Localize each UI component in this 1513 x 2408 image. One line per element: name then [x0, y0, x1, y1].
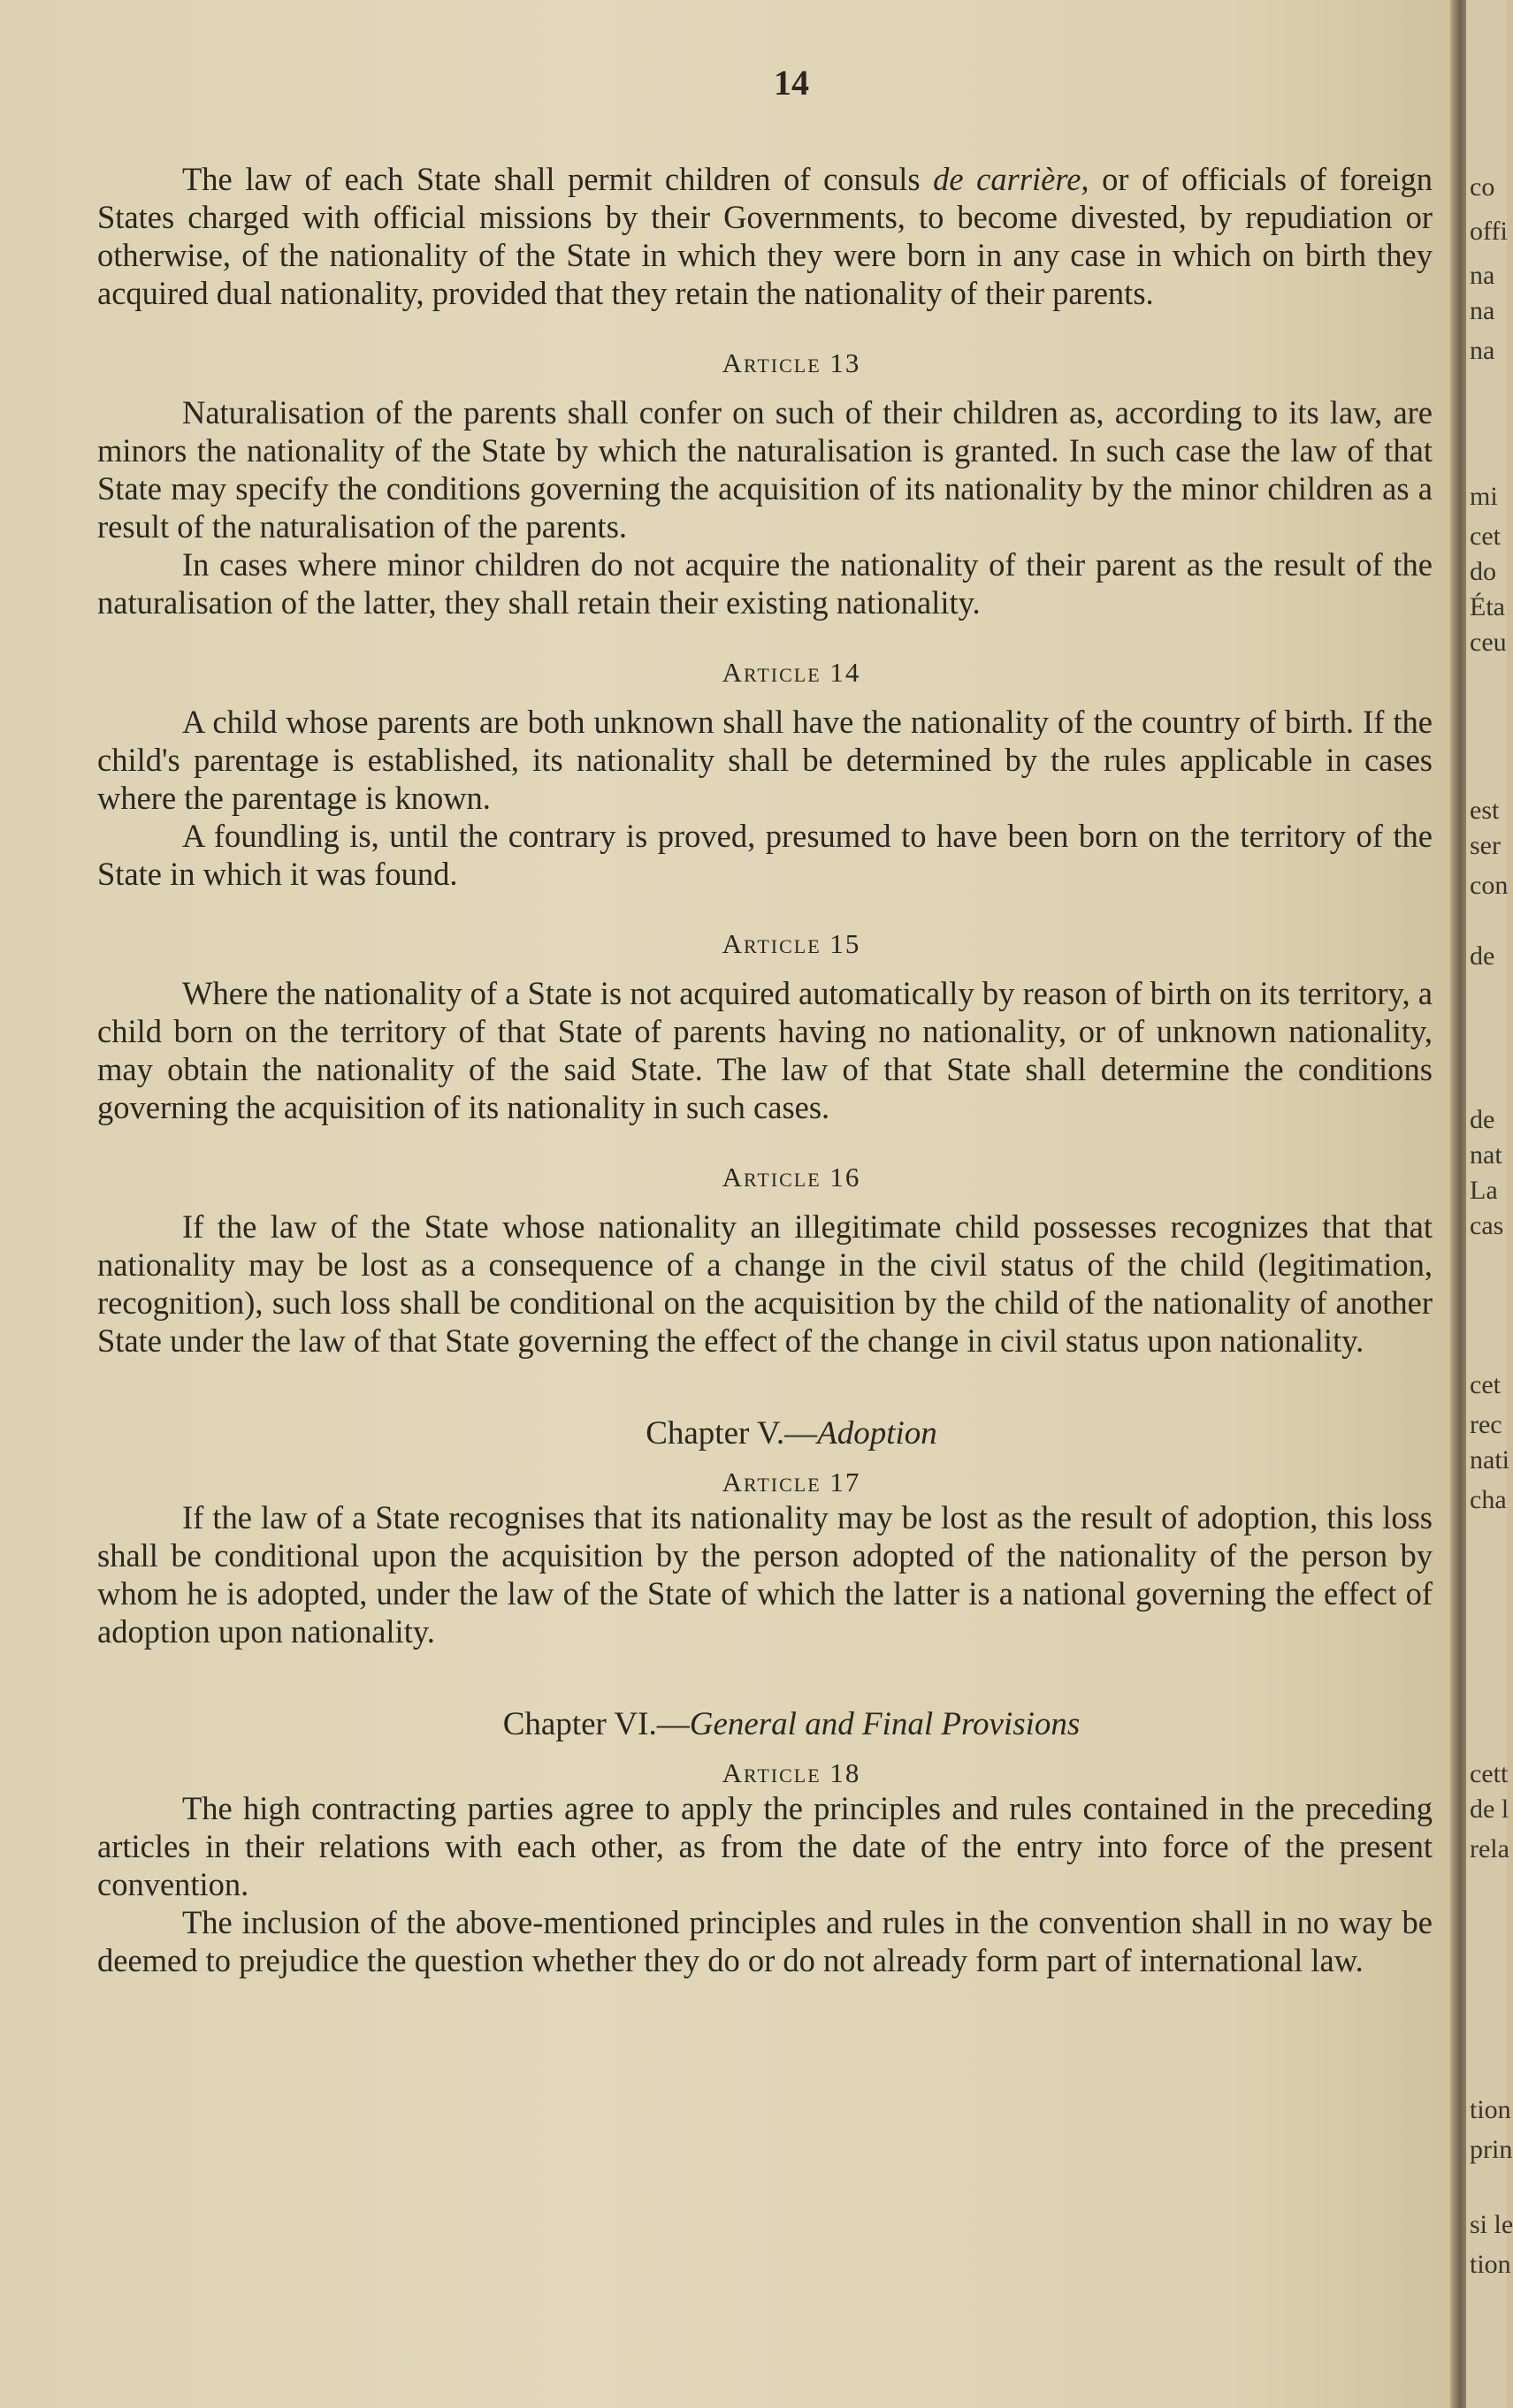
article-block [97, 347, 1433, 621]
article-title: Article 13 [722, 347, 861, 378]
facing-page-fragment: de [1470, 941, 1495, 971]
article-block [97, 657, 1433, 893]
intro-text-start: The law of each State shall permit children of consuls [182, 161, 934, 197]
intro-italic-term: de carrière, [933, 161, 1089, 197]
facing-page-fragment: do [1470, 557, 1496, 586]
facing-page-fragment: nat [1470, 1140, 1502, 1170]
intro-paragraph [97, 160, 1433, 312]
facing-page-fragment: de l [1470, 1795, 1509, 1824]
article-paragraph: A child whose parents are both unknown shall have the nationality of the country of birth. If the child's parentage is established, its nationality shall be determined by the rules applicable in cases where the parentage is known. [97, 704, 1433, 816]
facing-page-fragment: mi [1470, 482, 1498, 511]
chapter-5-name: Adoption [817, 1415, 937, 1452]
facing-page-fragment: ser [1470, 831, 1501, 860]
article-18-title: Article 18 [722, 1757, 861, 1788]
chapter-5-title [97, 1414, 1433, 1452]
article-17-title: Article 17 [722, 1467, 861, 1497]
facing-page-fragment: ceu [1470, 628, 1507, 657]
facing-page-fragment: con [1470, 871, 1509, 900]
facing-page-fragment: nati [1470, 1445, 1509, 1475]
article-paragraph: A foundling is, until the contrary is proved, presumed to have been born on the territory of the State in which it was found. [97, 818, 1433, 892]
facing-page-edge [1466, 0, 1513, 2408]
article-18-paragraph: The inclusion of the above-mentioned principles and rules in the convention shall in no way be deemed to prejudice the question whether they do or do not already form part of international law. [97, 1904, 1433, 1978]
facing-page-fragment: na [1470, 336, 1495, 365]
page-number: 14 [774, 63, 809, 103]
article-paragraph: Where the nationality of a State is not acquired automatically by reason of birth on its territory, a child born on the territory of that State of parents having no nationality, or of unknown nationality, may obtain the nationality of the said State. The law of that State shall determine the conditions governing the acquisition of its nationality in such cases. [97, 975, 1433, 1125]
facing-page-fragment: La [1470, 1176, 1498, 1205]
chapter-6-block [97, 1705, 1433, 1979]
facing-page-fragment: si le [1470, 2210, 1513, 2239]
facing-page-fragment: na [1470, 261, 1495, 290]
chapter-6-prefix: Chapter VI.— [502, 1706, 690, 1742]
facing-page-fragment: cet [1470, 1370, 1501, 1399]
article-17-body [97, 1498, 1433, 1650]
book-gutter [1450, 0, 1466, 2408]
facing-page-fragment: rela [1470, 1834, 1509, 1863]
article-title: Article 16 [722, 1162, 861, 1193]
facing-page-fragment: offi [1470, 217, 1508, 246]
facing-page-fragment: prin [1470, 2135, 1513, 2164]
page-content [97, 62, 1433, 1979]
intro-text-end: or of officials of foreign States charged with official missions by their Governments, to become divested, by repudiation or otherwise, of the nationality of the State in which they were born in any case in which on birth they acquired dual nationality, provided that they retain the nationality of their parents. [97, 161, 1433, 311]
facing-page-fragment: co [1470, 172, 1495, 202]
facing-page-fragment: cha [1470, 1485, 1507, 1514]
chapter-6-title [97, 1705, 1433, 1743]
article-title: Article 15 [722, 928, 861, 959]
article-18-body [97, 1789, 1433, 1979]
facing-page-fragment: est [1470, 796, 1500, 825]
article-block [97, 1162, 1433, 1360]
facing-page-fragment: Éta [1470, 592, 1505, 621]
article-paragraph: Naturalisation of the parents shall confer on such of their children as, according to its law, are minors the nationality of the State by which the naturalisation is granted. In such case the law of that State may specify the conditions governing the acquisition of its nationality by the minor children as a result of the naturalisation of the parents. [97, 394, 1433, 545]
facing-page-fragment: cet [1470, 522, 1501, 551]
article-paragraph: If the law of the State whose nationality an illegitimate child possesses recognizes that that nationality may be lost as a consequence of a change in the civil status of the child (legitimation, recognition), such loss shall be conditional on the acquisition by the child of the nationality of another State under the law of that State governing the effect of the change in civil status upon nationality. [97, 1208, 1433, 1359]
article-17-paragraph: If the law of a State recognises that its nationality may be lost as the result of adoption, this loss shall be conditional upon the acquisition by the person adopted of the nationality of the person by whom he is adopted, under the law of the State of which the latter is a national governing the effect of adoption upon nationality. [97, 1499, 1433, 1650]
article-paragraph: In cases where minor children do not acquire the nationality of their parent as the result of the naturalisation of the latter, they shall retain their existing nationality. [97, 546, 1433, 621]
article-block [97, 928, 1433, 1126]
facing-page-fragment: rec [1470, 1410, 1502, 1439]
facing-page-fragment: na [1470, 296, 1495, 325]
facing-page-fragment: tion [1470, 2250, 1511, 2279]
facing-page-fragment: tion [1470, 2095, 1511, 2124]
article-title: Article 14 [722, 657, 861, 688]
facing-page-fragment: de [1470, 1105, 1495, 1134]
article-18-paragraph: The high contracting parties agree to apply the principles and rules contained in the preceding articles in their relations with each other, as from the date of the entry into force of the present convention. [97, 1790, 1433, 1902]
chapter-5-block [97, 1414, 1433, 1650]
facing-page-fragment: cas [1470, 1211, 1504, 1240]
chapter-5-prefix: Chapter V.— [646, 1415, 818, 1452]
chapter-6-name: General and Final Provisions [689, 1706, 1081, 1742]
articles-13-16 [97, 347, 1433, 1360]
facing-page-fragment: cett [1470, 1759, 1509, 1788]
